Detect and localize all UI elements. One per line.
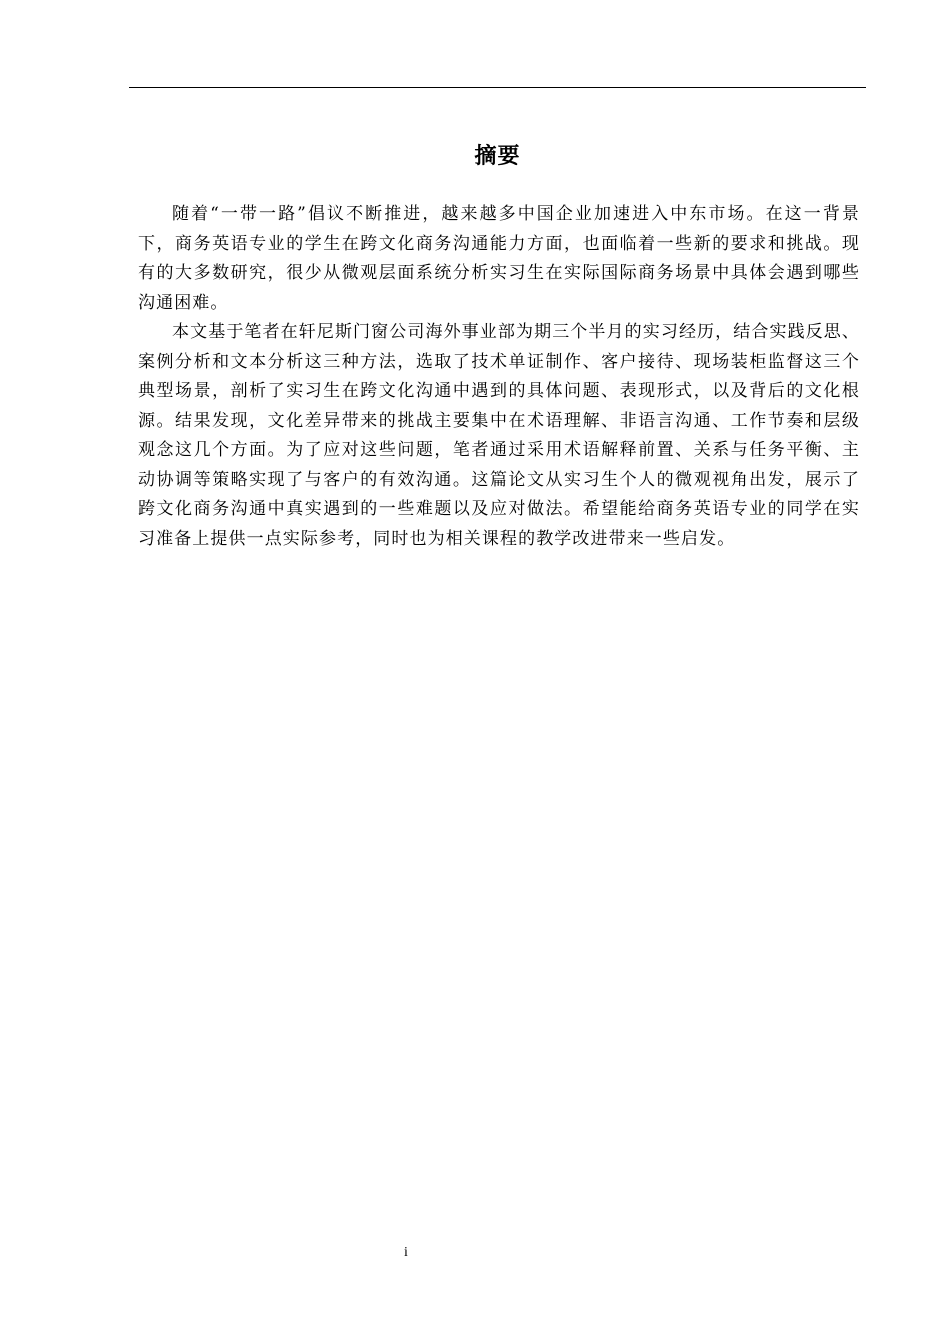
abstract-paragraph-1: 随着“一带一路”倡议不断推进，越来越多中国企业加速进入中东市场。在这一背景下，商务英语专业的学生在跨文化商务沟通能力方面，也面临着一些新的要求和挑战。现有的大多数研究，很少从微观层面系统分析实习生在实际国际商务场景中具体会遇到哪些沟通困难。 bbox=[138, 204, 860, 313]
abstract-body bbox=[138, 200, 860, 554]
header-rule bbox=[129, 87, 866, 88]
abstract-title: 摘要 bbox=[474, 143, 521, 169]
abstract-paragraph-2: 本文基于笔者在轩尼斯门窗公司海外事业部为期三个半月的实习经历，结合实践反思、案例分析和文本分析这三种方法，选取了技术单证制作、客户接待、现场装柜监督这三个典型场景，剖析了实习生在跨文化沟通中遇到的具体问题、表现形式，以及背后的文化根源。结果发现，文化差异带来的挑战主要集中在术语理解、非语言沟通、工作节奏和层级观念这几个方面。为了应对这些问题，笔者通过采用术语解释前置、关系与任务平衡、主动协调等策略实现了与客户的有效沟通。这篇论文从实习生个人的微观视角出发，展示了跨文化商务沟通中真实遇到的一些难题以及应对做法。希望能给商务英语专业的同学在实习准备上提供一点实际参考，同时也为相关课程的教学改进带来一些启发。 bbox=[138, 322, 860, 549]
page-number: i bbox=[404, 1245, 408, 1260]
